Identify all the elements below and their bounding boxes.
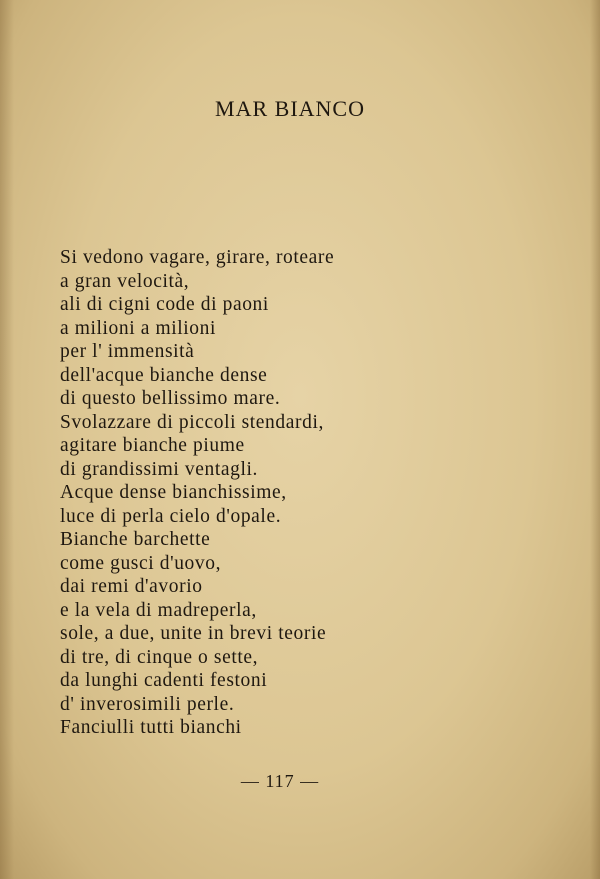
page-edge-shadow-left [0,0,14,879]
page-number: — 117 — [240,771,320,791]
poem-line: come gusci d'uovo, [60,552,222,574]
poem-line: Fanciulli tutti bianchi [60,717,242,738]
poem-line: agitare bianche piume [60,435,245,456]
poem-line: di tre, di cinque o sette, [60,646,259,668]
poem-title: MAR BIANCO [215,96,365,121]
poem-line: di questo bellissimo mare. [60,388,281,409]
poem-line: luce di perla cielo d'opale. [60,505,282,527]
poem-line: dai remi d'avorio [60,576,203,597]
poem-line: di grandissimi ventagli. [60,458,259,480]
poem-line: sole, a due, unite in brevi teorie [60,623,327,644]
poem-line: ali di cigni code di paoni [60,294,269,315]
poem-line: a gran velocità, [60,270,190,292]
poem-line: per l' immensità [60,341,195,362]
poem-line: Svolazzare di piccoli stendardi, [60,411,324,433]
poem-line: da lunghi cadenti festoni [60,670,268,691]
poem-line: a milioni a milioni [60,317,217,339]
poem-line: Acque dense bianchissime, [60,482,287,503]
poem-body [60,246,334,740]
poem-line: e la vela di madreperla, [60,599,257,621]
poem-line: dell'acque bianche dense [60,364,268,386]
poem-line: Si vedono vagare, girare, roteare [60,247,335,268]
poem-line: Bianche barchette [60,529,211,550]
page-edge-shadow-right [590,0,600,879]
poem-line: d' inverosimili perle. [60,693,235,715]
